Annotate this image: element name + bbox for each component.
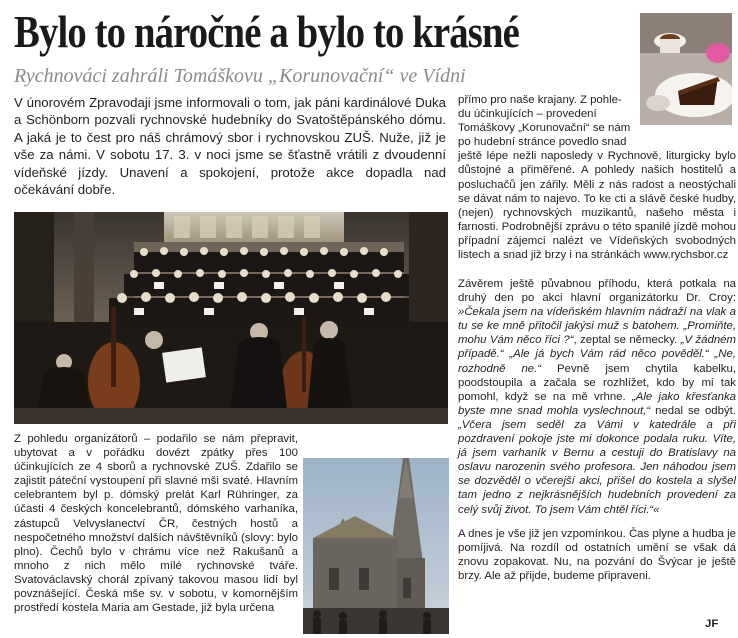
left-column-paragraph (14, 432, 298, 615)
story-paragraph (458, 277, 736, 517)
story-part-2: , zeptal se německy. (573, 334, 681, 347)
right-col-a-line-3: Tomáškovy „Korunovační“ se nám (458, 122, 631, 135)
story-part-5: „Ale jako křesťanka byste mne snad mohla vyslechnout,“ (458, 390, 737, 417)
story-part-4: Pevně jsem chytila kabelku, poodstoupila a začala se rozhlížet, kdo by mi tak pomohl, když se na mě vrhne. (458, 362, 736, 403)
story-part-1: »Čekala jsem na vídeňském hlavním nádraží na vlak a tu se ke mně přitočil jakýsi muž s batohem. „Promiňte, mohu Vám něco říci ?“ (458, 306, 736, 347)
intro-paragraph (14, 94, 446, 198)
right-col-a-rest: ještě lépe nežli naposledy v Rychnově, liturgicky bylo důstojné a přiměřené. A pohledy našich hostitelů a posluchačů jen zářily. Měli z nás radost a neostýchali se dávat nám to najevo. To ke cti a slávě české hudby, (nejen) rychnovských muzikantů, našeho města i farnosti. Podrobnější zprávu o této spanilé jízdě mohou případní zájemci nalézt ve Vídeňských svobodných listech a snad již brzy i na stránkách www.rychsbor.cz (458, 150, 736, 262)
choir-concert-photo (14, 212, 448, 424)
right-column-story (458, 277, 736, 583)
right-column-paragraph-1 (458, 93, 736, 262)
right-col-a-line-4: po hudební stránce povedlo snad (458, 136, 627, 149)
story-part-6: nedal se odbýt. (650, 404, 736, 417)
choir-photo-image (14, 212, 448, 424)
story-intro: Závěrem ještě půvabnou příhodu, která potkala na druhý den po akci hlavní organizátorku Dr. Croy: (458, 278, 736, 305)
subheadline: Rychnováci zahráli Tomáškovu „Korunovační“ ve Vídni (14, 65, 466, 87)
left-column-text: Z pohledu organizátorů – podařilo se nám přepravit, ubytovat a v pořádku dovézt zpátky přes 100 účinkujících ze 4 sborů a rychnovské ZUŠ. Zdařilo se zajistit páteční vystoupení při slavné mši svaté. Hlavním celebrantem byl p. dómský prelát Karl Rühringer, za účasti 4 českých koncelebrantů, dómského varhaníka, zástupců Velvyslanectví ČR, čestných hostů a nespočetného množství dalších návštěvníků (slovy: bylo plno). Čechů bylo v chrámu více než Rakušanů a mnoho z nich mělo mílé rychnovské tváře. Svatováclavský chorál zpívaný takovou masou lidí byl povznášející. Česká mše sv. v sobotu, v komornějším prostředí kostela Maria am Gestade, již byla určena (14, 433, 298, 615)
st-stephens-cathedral-photo (303, 458, 449, 634)
right-col-a-line-2: du účinkujících – provedení (458, 108, 597, 121)
church-photo-image (303, 458, 449, 634)
story-part-7: „Včera jsem seděl za Vámi v katedrále a při pozdravení pokoje jste mi dokonce podala ruku. Víte, já jsem varhaník v Bernu a cestuji do Bratislavy na oslavu narozenin svého profesora. Jen náhodou jsem se dozvěděl o včerejší akci, přišel do kostela a slyšel tam jedno z nejkrásnějších hudebních provedení za celý svůj život. To jsem Vám chtěl říci.“« (458, 418, 736, 516)
right-col-a-line-1: přímo pro naše krajany. Z pohle- (458, 94, 622, 106)
intro-text: V únorovém Zpravodaji jsme informovali o tom, jak páni kardinálové Duka a Schönborn pozvali rychnovské hudebníky do Svatoštěpánského dómu. A jaká je to čest pro náš chrámový sbor i rychnovskou ZUŠ. Nuže, již je vše za námi. V sobotu 17. 3. v noci jsme se šťastně vrátili z dvoudenní vídeňské jízdy. Unavení a spokojení, protože akce dopadla nad očekávání dobře. (14, 95, 446, 198)
story-part-3: „V žádném případě.“ „Ale já bych Vám rád něco pověděl.“ „Ne, rozhodně ne.“ (458, 334, 736, 375)
closing-paragraph: A dnes je vše již jen vzpomínkou. Čas plyne a hudba je pomíjivá. Na rozdíl od ostatních umění se však dá znovu zopakovat. Nu, na pozvání do Švýcar je ještě brzy. Ale až přijde, budeme připraveni. (458, 527, 736, 582)
headline: Bylo to náročné a bylo to krásné (14, 7, 519, 57)
author-signature: JF (705, 618, 719, 630)
